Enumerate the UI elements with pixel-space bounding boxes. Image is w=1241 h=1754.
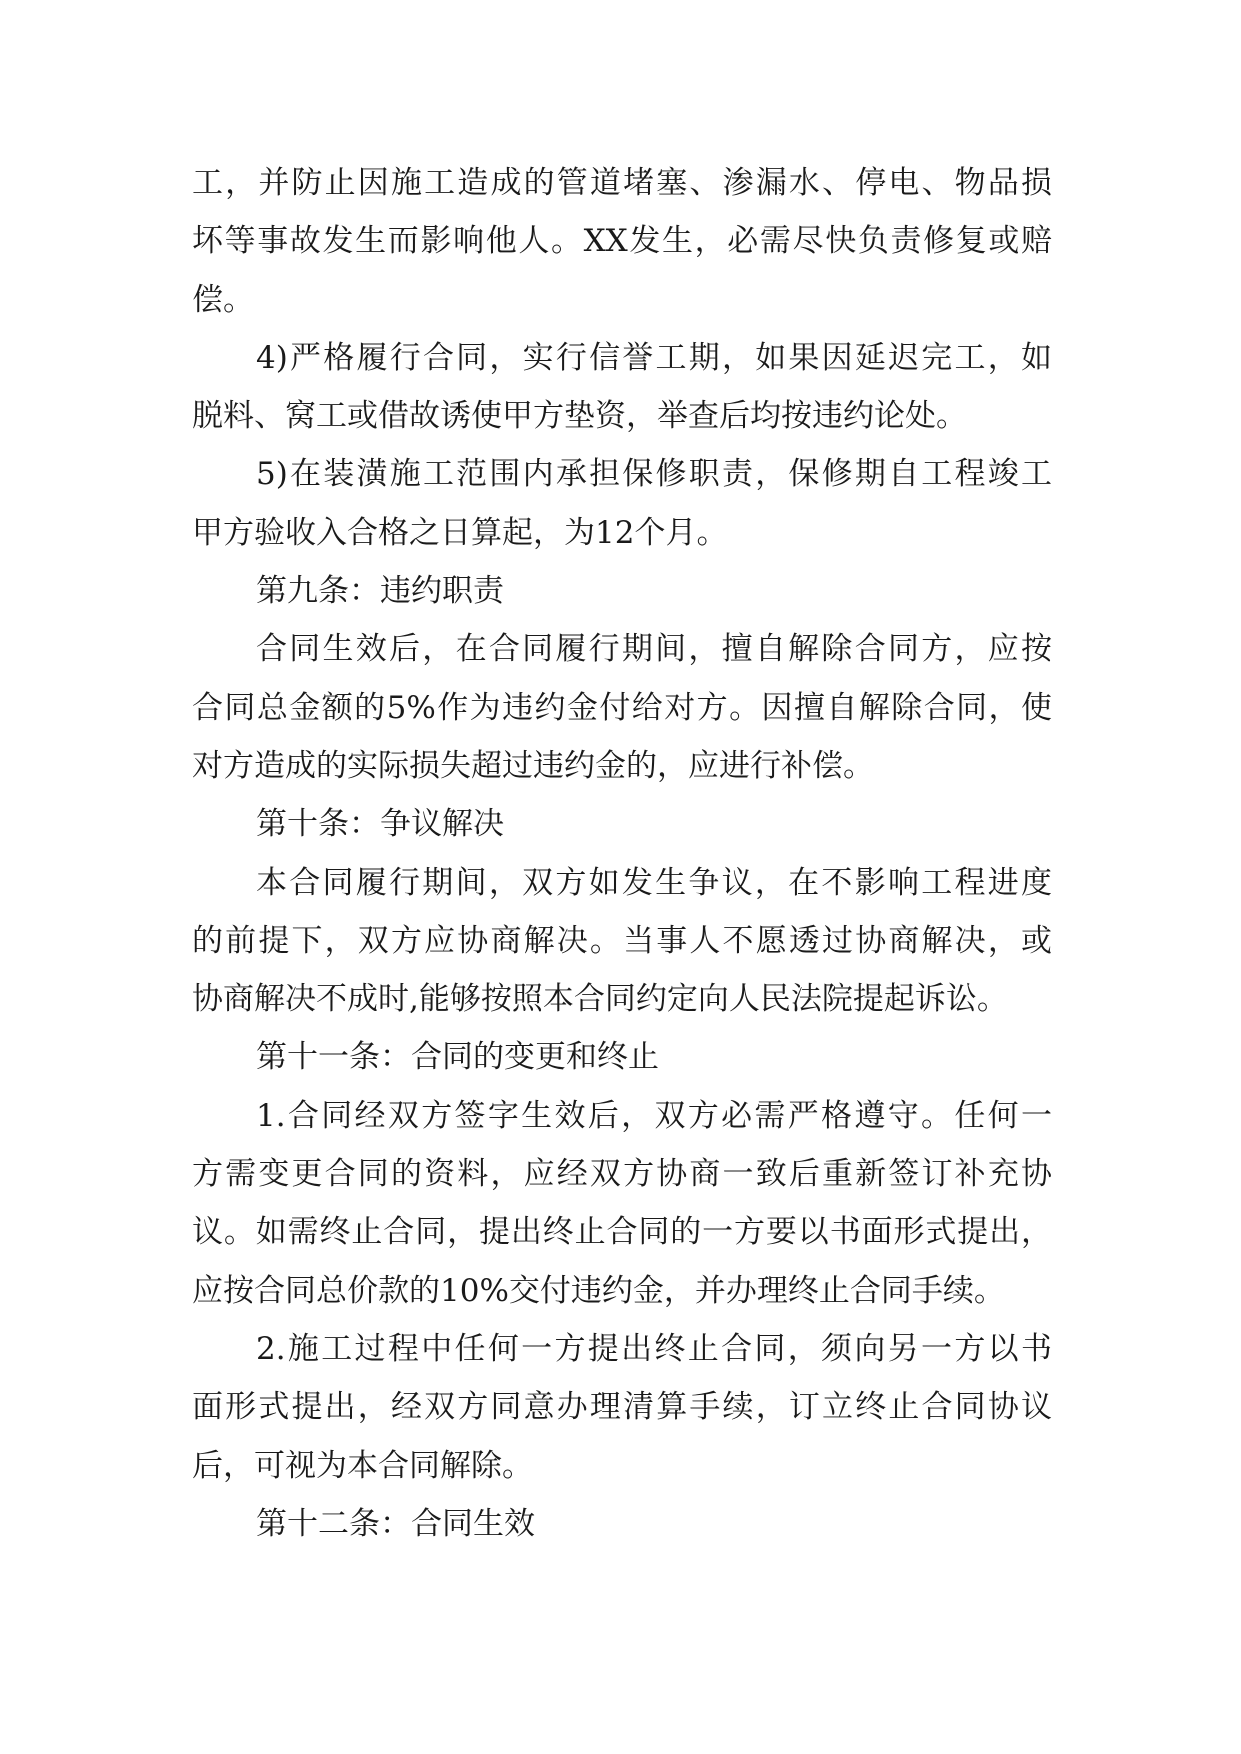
clause-4-line: 4)严格履行合同，实行信誉工期，如果因延迟完工，如: [256, 339, 1052, 376]
article-11-line: 1.合同经双方签字生效后，双方必需严格遵守。任何一: [256, 1097, 1052, 1134]
clause-4-line: 脱料、窝工或借故诱使甲方垫资，举查后均按违约论处。: [192, 398, 967, 435]
paragraph-line: 工，并防止因施工造成的管道堵塞、渗漏水、停电、物品损: [192, 165, 1052, 201]
document-body: [192, 154, 1052, 1553]
article-11-line: 方需变更合同的资料，应经双方协商一致后重新签订补充协: [192, 1156, 1052, 1193]
clause-5-line: 5)在装潢施工范围内承担保修职责，保修期自工程竣工: [256, 456, 1052, 493]
article-9-heading: 第九条：违约职责: [256, 573, 504, 610]
article-9-line: 合同总金额的5%作为违约金付给对方。因擅自解除合同，使: [192, 689, 1052, 726]
article-11-line: 面形式提出，经双方同意办理清算手续，订立终止合同协议: [192, 1389, 1052, 1426]
article-10-line: 的前提下，双方应协商解决。当事人不愿透过协商解决，或: [192, 922, 1052, 959]
paragraph-line: 坏等事故发生而影响他人。XX发生，必需尽快负责修复或赔: [192, 223, 1052, 260]
article-10-line: 协商解决不成时,能够按照本合同约定向人民法院提起诉讼。: [192, 981, 1008, 1018]
paragraph-line: 偿。: [192, 281, 254, 318]
article-11-heading: 第十一条：合同的变更和终止: [256, 1039, 659, 1076]
article-11-line: 议。如需终止合同，提出终止合同的一方要以书面形式提出，: [192, 1214, 1052, 1251]
article-9-line: 合同生效后，在合同履行期间，擅自解除合同方，应按: [256, 631, 1052, 668]
article-11-line: 2.施工过程中任何一方提出终止合同，须向另一方以书: [256, 1330, 1052, 1367]
clause-5-line: 甲方验收入合格之日算起，为12个月。: [192, 514, 728, 551]
article-10-line: 本合同履行期间，双方如发生争议，在不影响工程进度: [256, 864, 1052, 901]
article-9-line: 对方造成的实际损失超过违约金的，应进行补偿。: [192, 747, 874, 784]
article-11-line: 后，可视为本合同解除。: [192, 1447, 533, 1484]
article-11-line: 应按合同总价款的10%交付违约金，并办理终止合同手续。: [192, 1272, 1005, 1309]
article-12-heading: 第十二条：合同生效: [256, 1505, 535, 1542]
article-10-heading: 第十条：争议解决: [256, 806, 504, 843]
